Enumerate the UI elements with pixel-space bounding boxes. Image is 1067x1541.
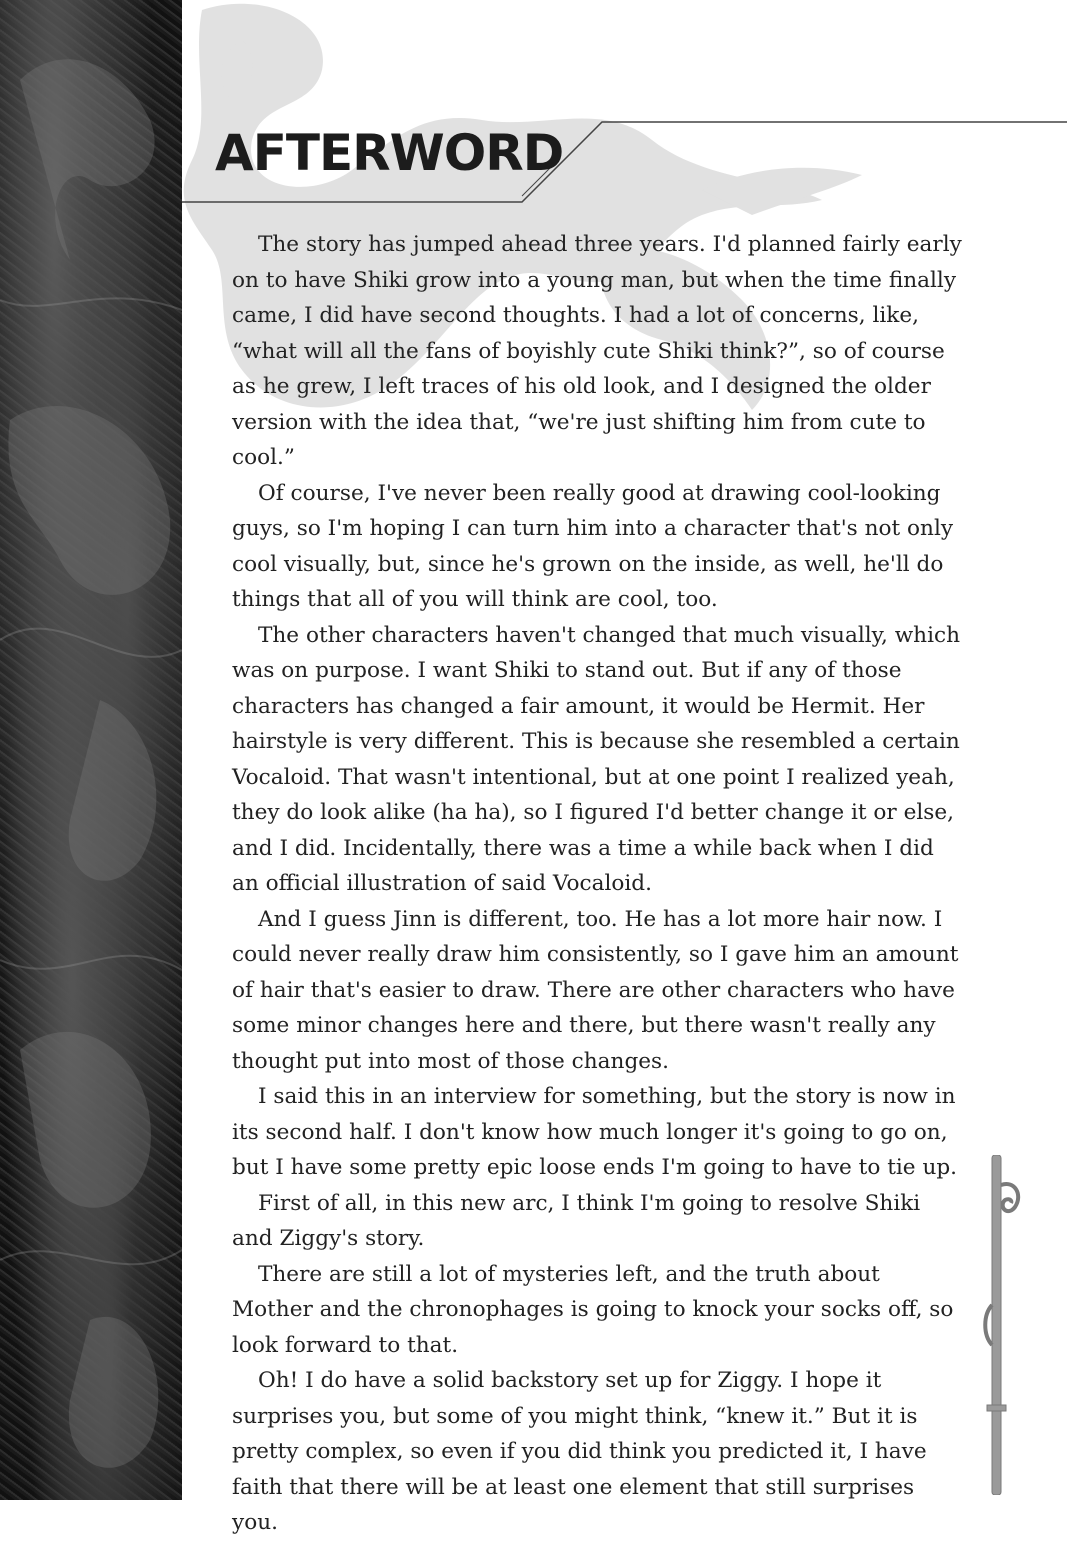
afterword-body — [232, 227, 962, 1541]
paragraph: The story has jumped ahead three years. I'd planned fairly early on to have Shiki grow into a young man, but when the time finally came, I did have second thoughts. I had a lot of concerns, like, “what will all the fans of boyishly cute Shiki think?”, so of course as he grew, I left traces of his old look, and I designed the older version with the idea that, “we're just shifting him from cute to cool.” — [232, 232, 962, 470]
paragraph: The other characters haven't changed that much visually, which was on purpose. I want Shiki to stand out. But if any of those characters has changed a fair amount, it would be Hermit. Her hairstyle is very different. This is because she resembled a certain Vocaloid. That wasn't intentional, but at one point I realized yeah, they do look alike (ha ha), so I figured I'd better change it or else, and I did. Incidentally, there was a time a while back when I did an official illustration of said Vocaloid. — [232, 622, 960, 896]
title-divider-line — [0, 0, 1067, 230]
paragraph: Oh! I do have a solid backstory set up for Ziggy. I hope it surprises you, but some of you might think, “knew it.” But it is pretty complex, so even if you did think you predicted it, I have faith that there will be at least one element that still surprises you. — [232, 1368, 927, 1535]
paragraph: I said this in an interview for something, but the story is now in its second half. I don't know how much longer it's going to go on, but I have some pretty epic loose ends I'm going to have to tie up. — [232, 1084, 958, 1180]
page-title: AFTERWORD — [215, 124, 564, 182]
paragraph: There are still a lot of mysteries left, and the truth about Mother and the chronophages is going to knock your socks off, so look forward to that. — [232, 1261, 954, 1358]
paragraph: And I guess Jinn is different, too. He has a lot more hair now. I could never really draw him consistently, so I gave him an amount of hair that's easier to draw. There are other characters who have some minor changes here and there, but there wasn't really any thought put into most of those changes. — [232, 906, 959, 1074]
paragraph: First of all, in this new arc, I think I'm going to resolve Shiki and Ziggy's story. — [232, 1190, 921, 1251]
ornamental-bookmark-icon — [975, 1155, 1025, 1495]
paragraph: Of course, I've never been really good at drawing cool-looking guys, so I'm hoping I can turn him into a character that's not only cool visually, but, since he's grown on the inside, as well, he'll do things that all of you will think are cool, too. — [232, 480, 954, 612]
